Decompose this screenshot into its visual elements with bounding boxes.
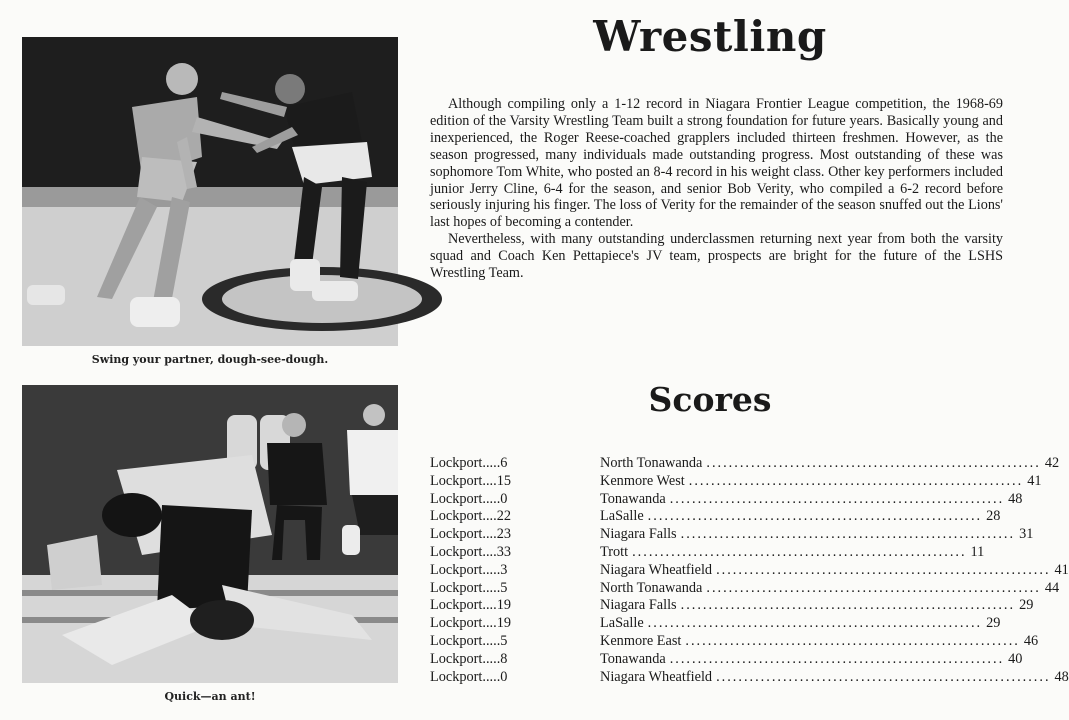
home-team-name: Lockport (430, 632, 483, 649)
lockport-score-row (430, 651, 555, 669)
opponent-score: 29 (1019, 597, 1034, 614)
opponent-name: Kenmore West (600, 472, 685, 489)
leader-dots: ..... (482, 632, 501, 649)
opponent-score: 40 (1008, 650, 1023, 667)
leader-dots: ............................................................ (669, 490, 1005, 507)
leader-dots: .... (482, 615, 497, 632)
lockport-score-row (430, 491, 555, 509)
opponent-score: 48 (1054, 668, 1069, 685)
lockport-score-row (430, 669, 555, 687)
lockport-score-row (430, 597, 555, 615)
opponent-score: 44 (1044, 579, 1060, 596)
leader-dots: ..... (482, 668, 501, 685)
leader-dots: ............................................................ (716, 668, 1051, 685)
opponent-score-row (600, 543, 985, 562)
opponent-score-row (600, 455, 1060, 473)
home-score: 15 (496, 472, 511, 489)
home-team-name: Lockport (430, 472, 483, 489)
home-team-name: Lockport (430, 508, 483, 525)
leader-dots: .... (482, 543, 497, 560)
opponent-name: LaSalle (600, 615, 644, 632)
opponent-score-row (600, 650, 1023, 669)
opponent-score: 48 (1008, 490, 1023, 507)
opponent-score: 28 (986, 508, 1001, 525)
leader-dots: ............................................................ (688, 472, 1024, 489)
opponent-score-row (600, 561, 1069, 580)
opponent-score-row (600, 490, 1023, 509)
home-team-name: Lockport (430, 455, 483, 471)
home-score: 0 (500, 668, 508, 685)
home-team-name: Lockport (430, 526, 483, 543)
lockport-score-row (430, 580, 555, 598)
opponent-score: 31 (1019, 526, 1034, 543)
opponent-name: North Tonawanda (600, 579, 703, 596)
leader-dots: .... (482, 508, 497, 525)
home-team-name: Lockport (430, 543, 483, 560)
lockport-score-row (430, 508, 555, 526)
leader-dots: .... (482, 526, 497, 543)
opponent-name: Tonawanda (600, 490, 666, 507)
home-score: 0 (500, 490, 508, 507)
photo-caption-bottom: Quick—an ant! (164, 690, 256, 703)
leader-dots: ..... (482, 490, 501, 507)
leader-dots: ............................................................ (706, 455, 1041, 471)
opponent-name: Tonawanda (600, 650, 666, 667)
leader-dots: ..... (482, 561, 501, 578)
leader-dots: ..... (482, 650, 501, 667)
opponent-score-row (600, 632, 1039, 651)
leader-dots: ............................................................ (680, 526, 1016, 543)
home-score: 6 (500, 455, 508, 471)
scores-heading: Scores (648, 380, 772, 419)
home-score: 19 (496, 597, 511, 614)
opponent-score: 29 (986, 615, 1001, 632)
lockport-score-row (430, 473, 555, 491)
opponent-name: Kenmore East (600, 632, 682, 649)
home-score: 3 (500, 561, 508, 578)
opponent-score: 46 (1023, 632, 1039, 649)
home-team-name: Lockport (430, 561, 483, 578)
home-score: 19 (496, 615, 511, 632)
opponent-score-row (600, 597, 1034, 615)
leader-dots: ............................................................ (647, 508, 983, 525)
leader-dots: ............................................................ (716, 561, 1051, 578)
home-team-name: Lockport (430, 579, 483, 596)
opponent-name: Niagara Falls (600, 597, 677, 614)
opponent-score: 41 (1054, 561, 1069, 578)
leader-dots: ............................................................ (669, 650, 1005, 667)
opponent-name: Niagara Wheatfield (600, 668, 713, 685)
home-score: 8 (500, 650, 508, 667)
home-team-name: Lockport (430, 668, 483, 685)
opponent-score: 41 (1027, 472, 1042, 489)
lockport-score-row (430, 455, 555, 473)
opponent-score: 11 (970, 543, 985, 560)
leader-dots: ............................................................ (647, 615, 983, 632)
home-team-name: Lockport (430, 490, 483, 507)
lockport-score-row (430, 544, 555, 562)
leader-dots: ............................................................ (680, 597, 1016, 614)
opponent-name: Niagara Falls (600, 526, 677, 543)
home-team-name: Lockport (430, 650, 483, 667)
article-paragraph: Nevertheless, with many outstanding underclassmen returning next year from both the varsity squad and Coach Ken Pettapiece's JV team, prospects are bright for the future of the LSHS Wrestling Team. (430, 231, 1003, 282)
leader-dots: ..... (482, 455, 501, 471)
opponent-name: North Tonawanda (600, 455, 703, 471)
opponent-name: Trott (600, 543, 629, 560)
opponent-score: 42 (1044, 455, 1060, 471)
opponent-score-row (600, 508, 1001, 526)
home-team-name: Lockport (430, 615, 483, 632)
leader-dots: ..... (482, 579, 501, 596)
opponent-scores-column (600, 455, 1069, 686)
home-score: 33 (496, 543, 511, 560)
page-title: Wrestling (593, 12, 827, 61)
opponent-score-row (600, 615, 1001, 633)
leader-dots: ............................................................ (706, 579, 1041, 596)
article-body (430, 96, 1003, 282)
home-score: 23 (496, 526, 511, 543)
photo-caption-top: Swing your partner, dough-see-dough. (91, 353, 329, 366)
opponent-name: Niagara Wheatfield (600, 561, 713, 578)
wrestling-photo-bottom (22, 385, 398, 683)
lockport-score-row (430, 615, 555, 633)
home-score: 22 (496, 508, 511, 525)
leader-dots: ............................................................ (685, 632, 1020, 649)
leader-dots: .... (482, 597, 497, 614)
lockport-score-row (430, 526, 555, 544)
lockport-score-row (430, 562, 555, 580)
opponent-score-row (600, 668, 1069, 687)
leader-dots: .... (482, 472, 497, 489)
lockport-scores-column (430, 455, 555, 686)
lockport-score-row (430, 633, 555, 651)
home-team-name: Lockport (430, 597, 483, 614)
opponent-score-row (600, 579, 1060, 598)
wrestling-photo-top (22, 37, 398, 346)
opponent-name: LaSalle (600, 508, 644, 525)
home-score: 5 (500, 579, 508, 596)
home-score: 5 (500, 632, 508, 649)
opponent-score-row (600, 526, 1034, 544)
opponent-score-row (600, 472, 1042, 491)
leader-dots: ............................................................ (632, 543, 967, 560)
article-paragraph: Although compiling only a 1-12 record in Niagara Frontier League competition, the 1968-69 edition of the Varsity Wrestling Team built a strong foundation for future years. Basically young and inexperienced, the Roger Reese-coached grapplers included thirteen freshmen. However, as the season progressed, many individuals made outstanding progress. Most outstanding of these was sophomore Tom White, who posted an 8-4 record in his weight class. Other key performers included junior Jerry Cline, 6-4 for the season, and senior Bob Verity, who compiled a 6-2 record before seriously injuring his finger. The loss of Verity for the remainder of the season snuffed out the Lions' last hopes of becoming a contender. (430, 96, 1003, 231)
